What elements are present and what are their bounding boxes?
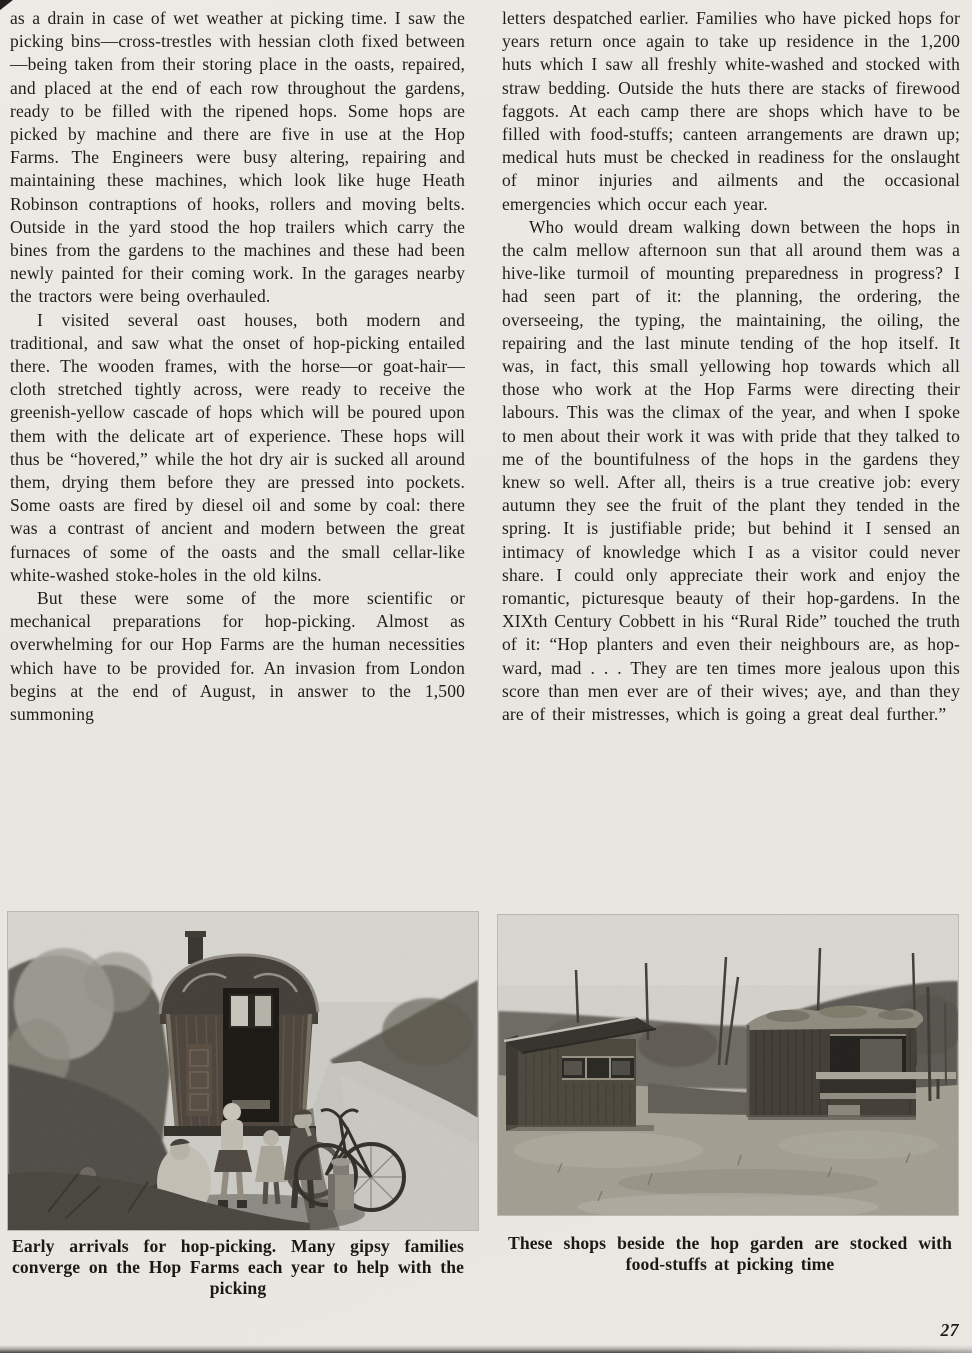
caption-gypsy-caravan: Early arrivals for hop-picking. Many gipsy families converge on the Hop Farms each year to help with the picking <box>12 1236 464 1298</box>
gypsy-caravan-photo <box>8 912 478 1230</box>
paragraph: Who would dream walking down between the hops in the calm mellow afternoon sun that all around them was a hive-like turmoil of mounting preparedness in progress? I had seen part of it: the planning, the ordering, the overseeing, the typing, the maintaining, the oiling, the repairing and the last minute tending of the hop itself. It was, in fact, this small yellowing hop towards which all those who work at the Hop Farms were directing their labours. This was the climax of the year, and when I spoke to men about their work it was with pride that they talked to me of the bountifulness of the hops in the gardens they knew so well. After all, theirs is a true creative job: every autumn they see the fruit of the plant they tended in the spring. It is justifiable pride; but behind it I sensed an intimacy of knowledge which I as a visitor could never share. I could only appreciate their work and enjoy the romantic, picturesque beauty of their hop-gardens. In the XIXth Century Cobbett in his “Rural Ride” touched the truth of it: “Hop planters and even their neighbours are, as hop-ward, mad . . . They are ten times more jealous upon this score than men ever are of their wives; aye, and than they are of their mistresses, which is going a great deal further.” <box>502 216 960 725</box>
paragraph: as a drain in case of wet weather at picking time. I saw the picking bins—cross-trestles with hessian cloth fixed between—being taken from their storing place in the oasts, repaired, and placed at the end of each row throughout the gardens, ready to be filled with the ripened hops. Some hops are picked by machine and there are five in use at the Hop Farms. The Engineers were busy altering, repairing and maintaining these machines, which look like huge Heath Robinson contraptions of hooks, rollers and moving belts. Outside in the yard stood the hop trailers which carry the bines from the gardens to the machines and these had been newly painted for their coming work. In the garages nearby the tractors were being overhauled. <box>10 8 465 307</box>
hop-garden-shops-photo <box>498 915 958 1215</box>
caption-hop-shops: These shops beside the hop garden are stocked with food-stuffs at picking time <box>508 1233 952 1274</box>
paragraph: I visited several oast houses, both modern and traditional, and saw what the onset of hop-picking entailed there. The wooden frames, with the horse—or goat-hair—cloth stretched tightly across, were ready to receive the greenish-yellow cascade of hops which will be poured upon them with the delicate art of experience. These hops will thus be “hovered,” while the hot dry air is sucked all around them, drying them before they are pressed into pockets. Some oasts are fired by diesel oil and some by coal: there was a contrast of ancient and modern between the great furnaces of some of the oasts and the small cellar-like white-washed stoke-holes in the old kilns. <box>10 309 465 585</box>
paragraph: letters despatched earlier. Families who have picked hops for years return once again to take up residence in the 1,200 huts which I saw all freshly white-washed and stocked with straw bedding. Outside the huts there are stacks of firewood faggots. At each camp there are shops which have to be filled with food-stuffs; canteen arrangements are drawn up; medical huts must be checked in readiness for the onslaught of minor injuries and ailments and the occasional emergencies which occur each year. <box>502 8 960 214</box>
scan-edge-shadow <box>0 1345 972 1353</box>
text-column-left <box>10 7 465 726</box>
page-number: 27 <box>940 1320 959 1340</box>
paragraph: But these were some of the more scientific or mechanical preparations for hop-picking. Almost as overwhelming for our Hop Farms are the human necessities which have to be provided for. An invasion from London begins at the end of August, in answer to the 1,500 summoning <box>10 588 465 725</box>
text-column-right <box>502 7 960 726</box>
